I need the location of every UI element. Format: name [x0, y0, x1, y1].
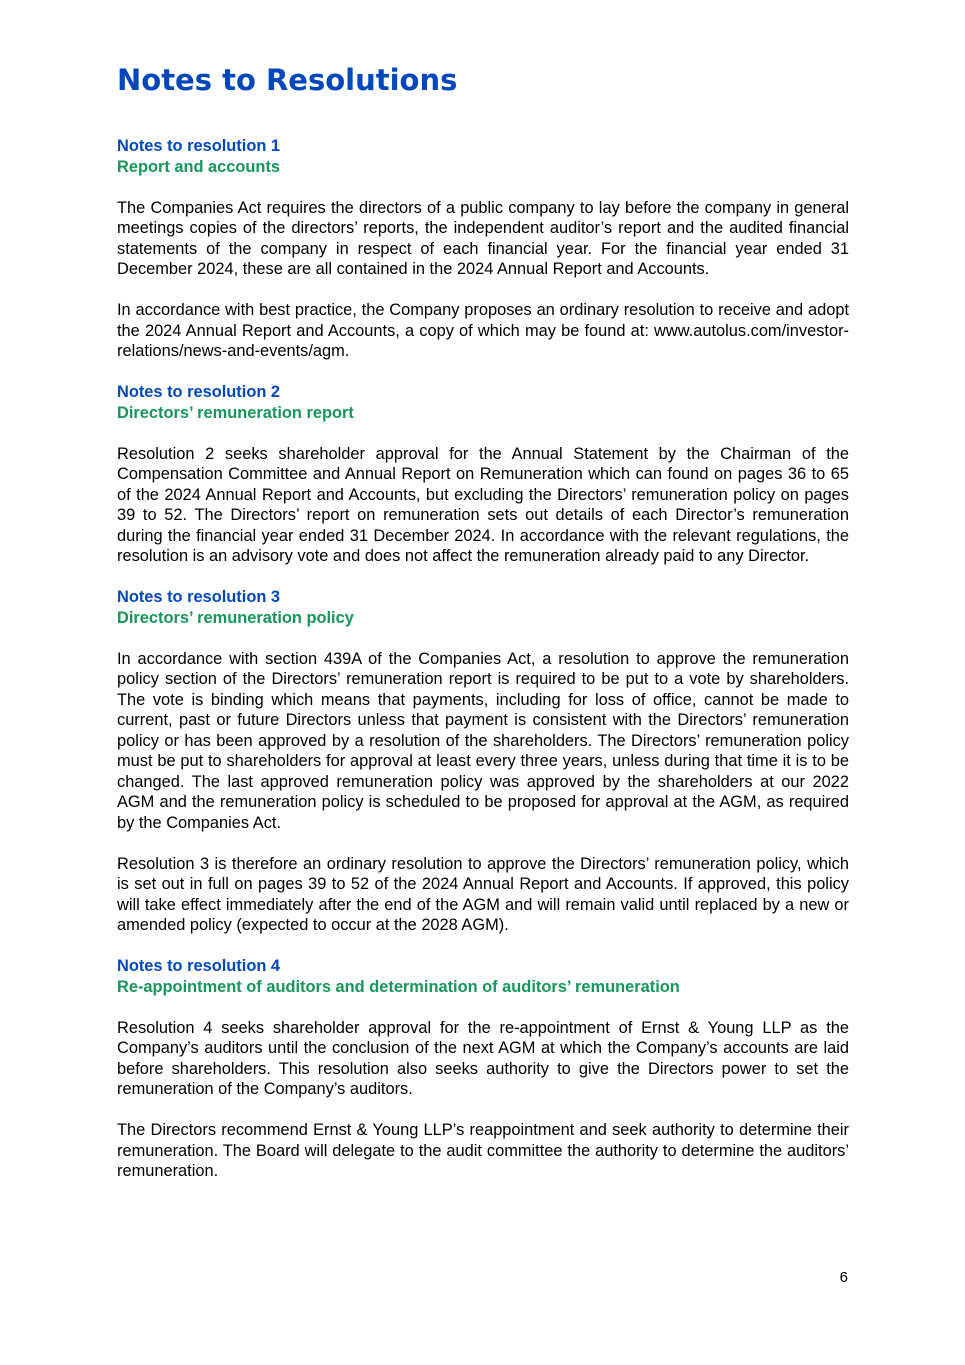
- resolution-note-4: [117, 956, 849, 1182]
- body-paragraph: Resolution 4 seeks shareholder approval for the re-appointment of Ernst & Young LLP as the Company’s auditors until the conclusion of the next AGM at which the Company’s accounts are laid before shareholders. This resolution also seeks authority to give the Directors power to set the remuneration of the Company’s auditors.: [117, 1018, 849, 1098]
- section-label: Notes to resolution 2: [117, 383, 281, 401]
- body-paragraph: The Companies Act requires the directors of a public company to lay before the company in general meetings copies of the directors’ reports, the independent auditor’s report and the audited financial statements of the company in respect of each financial year. For the financial year ended 31 December 2024, these are all contained in the 2024 Annual Report and Accounts.: [117, 198, 849, 278]
- resolution-note-1: [117, 136, 849, 362]
- body-paragraph: Resolution 3 is therefore an ordinary resolution to approve the Directors’ remuneration policy, which is set out in full on pages 39 to 52 of the 2024 Annual Report and Accounts. If approved, this policy will take effect immediately after the end of the AGM and will remain valid until replaced by a new or amended policy (expected to occur at the 2028 AGM).: [117, 854, 849, 934]
- section-label: Notes to resolution 3: [117, 588, 281, 606]
- body-paragraph: The Directors recommend Ernst & Young LLP’s reappointment and seek authority to determine their remuneration. The Board will delegate to the audit committee the authority to determine the auditors’ remuneration.: [117, 1121, 849, 1180]
- section-title: Directors’ remuneration report: [117, 403, 354, 422]
- body-paragraph: In accordance with section 439A of the Companies Act, a resolution to approve the remuneration policy section of the Directors’ remuneration report is required to be put to a vote by shareholders. The vote is binding which means that payments, including for loss of office, cannot be made to current, past or future Directors unless that payment is consistent with the Directors’ remuneration policy or has been approved by a resolution of the shareholders. The Directors’ remuneration policy must be put to shareholders for approval at least every three years, unless during that time it is to be changed. The last approved remuneration policy was approved by the shareholders at our 2022 AGM and the remuneration policy is scheduled to be proposed for approval at the AGM, as required by the Companies Act.: [117, 649, 849, 832]
- body-paragraph: Resolution 2 seeks shareholder approval for the Annual Statement by the Chairman of the Compensation Committee and Annual Report on Remuneration which can found on pages 36 to 65 of the 2024 Annual Report and Accounts, but excluding the Directors’ remuneration policy on pages 39 to 52. The Directors’ report on remuneration sets out details of each Director’s remuneration during the financial year ended 31 December 2024. In accordance with the relevant regulations, the resolution is an advisory vote and does not affect the remuneration already paid to any Director.: [117, 444, 849, 565]
- page-number: 6: [839, 1269, 848, 1286]
- section-label: Notes to resolution 1: [117, 137, 281, 155]
- page-title: Notes to Resolutions: [117, 63, 458, 97]
- section-title: Directors’ remuneration policy: [117, 608, 354, 627]
- section-title: Re-appointment of auditors and determination of auditors’ remuneration: [117, 977, 680, 996]
- body-paragraph: In accordance with best practice, the Company proposes an ordinary resolution to receive and adopt the 2024 Annual Report and Accounts, a copy of which may be found at: www.autolus.com/investor-relations/news-and-events/agm.: [117, 301, 849, 360]
- resolution-note-3: [117, 587, 849, 936]
- section-label: Notes to resolution 4: [117, 957, 281, 975]
- section-title: Report and accounts: [117, 157, 281, 176]
- resolution-note-2: [117, 382, 849, 567]
- notes-content: [117, 136, 849, 1202]
